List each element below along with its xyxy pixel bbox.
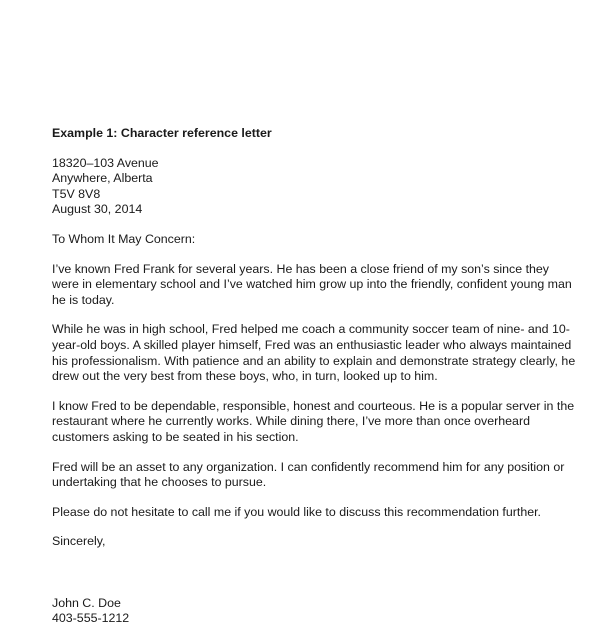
paragraph-line: customers asking to be seated in his section. — [52, 429, 299, 444]
paragraph-4 — [52, 460, 572, 491]
paragraph-line: restaurant where he currently works. While dining there, I’ve more than once overheard — [52, 414, 530, 429]
address-postal-code: T5V 8V8 — [52, 186, 101, 201]
paragraph-1 — [52, 262, 572, 309]
paragraph-line: While he was in high school, Fred helped me coach a community soccer team of nine- and 10- — [52, 322, 570, 337]
sender-address-block — [52, 156, 572, 218]
paragraph-5 — [52, 505, 572, 521]
paragraph-2 — [52, 322, 576, 384]
paragraph-line: were in elementary school and I’ve watched him grow up into the friendly, confident young man — [52, 277, 572, 292]
paragraph-3 — [52, 398, 575, 446]
reference-letter — [52, 126, 576, 627]
closing: Sincerely, — [52, 534, 106, 549]
paragraph-line: he is today. — [52, 292, 115, 307]
signature-block — [52, 596, 572, 627]
signer-name: John C. Doe — [52, 595, 121, 610]
paragraph-line: Please do not hesitate to call me if you would like to discuss this recommendation further. — [52, 504, 541, 519]
paragraph-line: I’ve known Fred Frank for several years. He has been a close friend of my son’s since they — [52, 261, 550, 276]
paragraph-line: Fred will be an asset to any organization. I can confidently recommend him for any position or — [52, 459, 565, 474]
paragraph-line: drew out the very best from these boys, who, in turn, looked up to him. — [52, 369, 438, 384]
address-city: Anywhere, Alberta — [52, 171, 153, 186]
paragraph-line: his professionalism. With patience and an ability to explain and demonstrate strategy clearly, he — [52, 353, 576, 368]
signer-phone: 403-555-1212 — [52, 611, 130, 626]
paragraph-line: undertaking that he chooses to pursue. — [52, 475, 267, 490]
letter-heading: Example 1: Character reference letter — [52, 126, 272, 140]
letter-date: August 30, 2014 — [52, 202, 143, 217]
paragraph-line: I know Fred to be dependable, responsible, honest and courteous. He is a popular server in the — [52, 398, 575, 413]
paragraph-line: year-old boys. A skilled player himself, Fred was an enthusiastic leader who always maintained — [52, 337, 572, 352]
salutation: To Whom It May Concern: — [52, 231, 196, 246]
address-street: 18320–103 Avenue — [52, 155, 159, 170]
